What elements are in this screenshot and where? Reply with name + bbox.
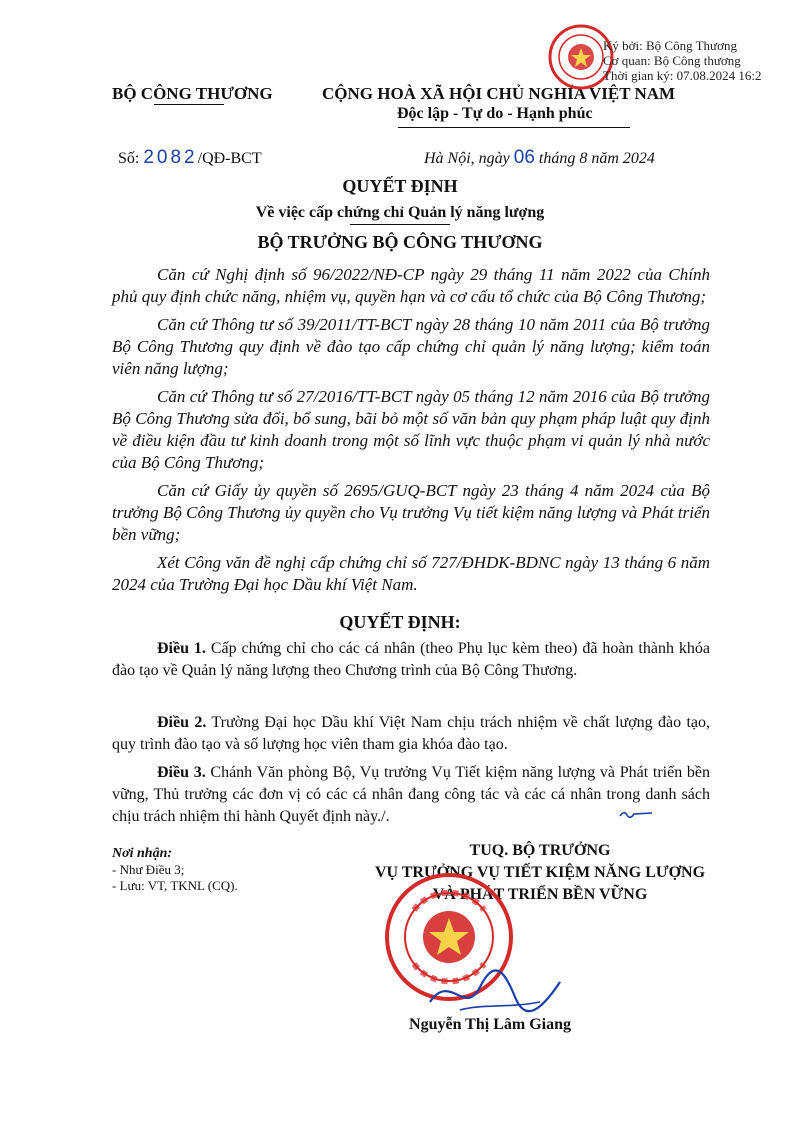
handwritten-mark-icon — [618, 808, 654, 820]
agency-text: Cơ quan: Bộ Công thương — [603, 53, 741, 68]
signer-name: Nguyễn Thị Lâm Giang — [409, 1016, 571, 1033]
signer-position-line2: VÀ PHÁT TRIỂN BỀN VỮNG — [432, 886, 648, 903]
article-label: Điều 3. — [157, 764, 206, 781]
issuing-agency: BỘ CÔNG THƯƠNG — [112, 84, 273, 103]
article-label: Điều 2. — [157, 714, 207, 731]
signed-by-text: Ký bởi: Bộ Công Thương — [603, 38, 737, 53]
basis-paragraph: Căn cứ Thông tư số 39/2011/TT-BCT ngày 28 tháng 10 năm 2011 của Bộ trưởng Bộ Công Thương quy định về đào tạo cấp chứng chỉ quản lý năng lượng; kiểm toán viên năng lượng; — [112, 315, 710, 378]
motto-underline — [398, 127, 630, 128]
doc-number-suffix: /QĐ-BCT — [197, 150, 262, 167]
document-number — [118, 147, 262, 169]
legal-bases — [112, 264, 710, 602]
recipients-block — [112, 846, 238, 894]
subject-underline — [350, 224, 450, 225]
article-label: Điều 1. — [157, 640, 206, 657]
article-1 — [112, 638, 710, 682]
document-type-title: QUYẾT ĐỊNH — [342, 176, 458, 196]
article-text: Trường Đại học Dầu khí Việt Nam chịu trách nhiệm về chất lượng đào tạo, quy trình đào tạo và số lượng học viên tham gia khóa đào tạo. — [112, 714, 711, 753]
doc-number-handwritten: 2082 — [143, 147, 198, 168]
article-text: Cấp chứng chỉ cho các cá nhân (theo Phụ lục kèm theo) đã hoàn thành khóa đào tạo về Quản lý năng lượng theo Chương trình của Bộ Công Thương. — [112, 640, 711, 679]
signer-position-line1: VỤ TRƯỞNG VỤ TIẾT KIỆM NĂNG LƯỢNG — [374, 864, 706, 881]
date-day-handwritten: 06 — [513, 147, 535, 168]
article-text: Chánh Văn phòng Bộ, Vụ trưởng Vụ Tiết kiệm năng lượng và Phát triển bền vững, Thủ trưởng các đơn vị có các cá nhân đang công tác và các cá nhân trong danh sách chịu trách nhiệm thi hành Quyết định này./. — [112, 764, 710, 825]
national-title: CỘNG HOÀ XÃ HỘI CHỦ NGHĨA VIỆT NAM — [322, 84, 676, 103]
issuing-authority: BỘ TRƯỞNG BỘ CÔNG THƯƠNG — [257, 232, 543, 252]
basis-paragraph: Căn cứ Giấy ủy quyền số 2695/GUQ-BCT ngày 23 tháng 4 năm 2024 của Bộ trưởng Bộ Công Thương ủy quyền cho Vụ trưởng Vụ tiết kiệm năng lượng và Phát triển bền vững; — [112, 481, 710, 544]
date-suffix: tháng 8 năm 2024 — [538, 150, 655, 167]
basis-paragraph: Xét Công văn đề nghị cấp chứng chỉ số 727/ĐHDK-BDNC ngày 13 tháng 6 năm 2024 của Trường Đại học Dầu khí Việt Nam. — [112, 553, 710, 594]
date-prefix: Hà Nội, ngày — [424, 150, 510, 167]
document-subject: Về việc cấp chứng chỉ Quản lý năng lượng — [255, 204, 545, 221]
digital-signature-info — [603, 38, 762, 83]
agency-underline — [154, 104, 224, 105]
recipient-item: - Lưu: VT, TKNL (CQ). — [112, 878, 238, 893]
recipient-item: - Như Điều 3; — [112, 862, 185, 877]
national-motto: Độc lập - Tự do - Hạnh phúc — [397, 105, 593, 122]
decision-heading: QUYẾT ĐỊNH: — [339, 612, 461, 632]
signer-on-behalf: TUQ. BỘ TRƯỞNG — [469, 842, 611, 859]
recipients-title: Nơi nhận: — [112, 846, 173, 861]
basis-paragraph: Căn cứ Thông tư số 27/2016/TT-BCT ngày 05 tháng 12 năm 2016 của Bộ trưởng Bộ Công Thương sửa đổi, bổ sung, bãi bỏ một số văn bản quy phạm pháp luật quy định về điều kiện đầu tư kinh doanh trong một số lĩnh vực thuộc phạm vi quản lý nhà nước của Bộ Công Thương; — [112, 387, 710, 472]
doc-number-prefix: Số: — [118, 150, 140, 167]
article-2 — [112, 712, 710, 756]
place-and-date — [424, 147, 655, 169]
handwritten-signature-icon — [420, 962, 570, 1022]
signing-time-text: Thời gian ký: 07.08.2024 16:2 — [603, 68, 762, 83]
basis-paragraph: Căn cứ Nghị định số 96/2022/NĐ-CP ngày 29 tháng 11 năm 2022 của Chính phủ quy định chức năng, nhiệm vụ, quyền hạn và cơ cấu tổ chức của Bộ Công Thương; — [112, 265, 710, 306]
